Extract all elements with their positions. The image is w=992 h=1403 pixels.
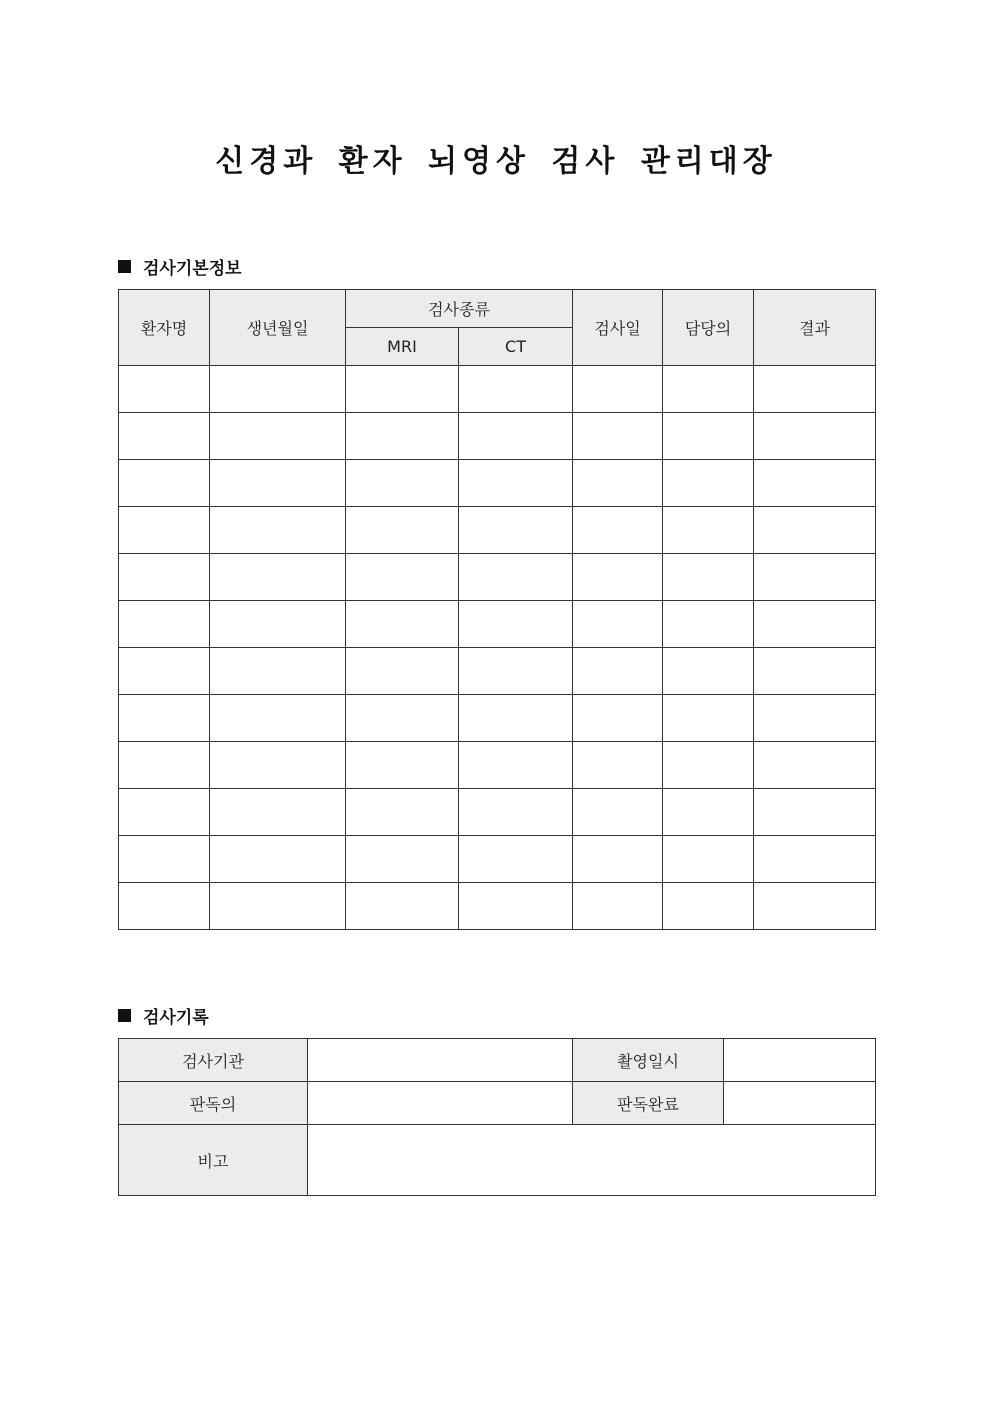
label-read-complete: 판독완료 — [573, 1082, 724, 1125]
cell-result[interactable] — [754, 836, 876, 883]
cell-result[interactable] — [754, 883, 876, 930]
cell-mri[interactable] — [346, 366, 459, 413]
field-institution[interactable] — [308, 1039, 573, 1082]
field-read-complete[interactable] — [724, 1082, 876, 1125]
section-label: 검사기본정보 — [143, 259, 242, 279]
cell-patient-name[interactable] — [119, 883, 210, 930]
cell-exam-date[interactable] — [573, 554, 663, 601]
cell-ct[interactable] — [459, 836, 573, 883]
field-shot-datetime[interactable] — [724, 1039, 876, 1082]
cell-birth-date[interactable] — [210, 507, 346, 554]
header-exam-date: 검사일 — [573, 290, 663, 366]
table-row — [119, 507, 876, 554]
cell-ct[interactable] — [459, 366, 573, 413]
field-note[interactable] — [308, 1125, 876, 1196]
cell-result[interactable] — [754, 742, 876, 789]
cell-birth-date[interactable] — [210, 601, 346, 648]
cell-doctor[interactable] — [663, 460, 754, 507]
label-shot-datetime: 촬영일시 — [573, 1039, 724, 1082]
cell-mri[interactable] — [346, 601, 459, 648]
cell-birth-date[interactable] — [210, 366, 346, 413]
cell-birth-date[interactable] — [210, 883, 346, 930]
exam-basic-info-table — [118, 289, 876, 930]
header-patient-name: 환자명 — [119, 290, 210, 366]
cell-exam-date[interactable] — [573, 648, 663, 695]
header-doctor: 담당의 — [663, 290, 754, 366]
cell-ct[interactable] — [459, 695, 573, 742]
cell-patient-name[interactable] — [119, 695, 210, 742]
header-ct: CT — [459, 328, 573, 366]
cell-result[interactable] — [754, 695, 876, 742]
table-row — [119, 460, 876, 507]
cell-patient-name[interactable] — [119, 460, 210, 507]
cell-birth-date[interactable] — [210, 836, 346, 883]
cell-result[interactable] — [754, 601, 876, 648]
field-reader[interactable] — [308, 1082, 573, 1125]
label-institution: 검사기관 — [119, 1039, 308, 1082]
cell-doctor[interactable] — [663, 413, 754, 460]
cell-doctor[interactable] — [663, 601, 754, 648]
table-row — [119, 695, 876, 742]
cell-exam-date[interactable] — [573, 742, 663, 789]
cell-mri[interactable] — [346, 413, 459, 460]
cell-mri[interactable] — [346, 836, 459, 883]
cell-mri[interactable] — [346, 648, 459, 695]
cell-ct[interactable] — [459, 413, 573, 460]
cell-result[interactable] — [754, 413, 876, 460]
table-row — [119, 836, 876, 883]
cell-doctor[interactable] — [663, 507, 754, 554]
cell-result[interactable] — [754, 460, 876, 507]
table-row — [119, 554, 876, 601]
cell-result[interactable] — [754, 507, 876, 554]
cell-doctor[interactable] — [663, 883, 754, 930]
cell-mri[interactable] — [346, 789, 459, 836]
cell-exam-date[interactable] — [573, 695, 663, 742]
cell-patient-name[interactable] — [119, 648, 210, 695]
label-note: 비고 — [119, 1125, 308, 1196]
cell-ct[interactable] — [459, 554, 573, 601]
cell-result[interactable] — [754, 789, 876, 836]
cell-birth-date[interactable] — [210, 648, 346, 695]
table-row — [119, 742, 876, 789]
cell-ct[interactable] — [459, 601, 573, 648]
section-header-basic-info — [118, 254, 242, 279]
cell-exam-date[interactable] — [573, 883, 663, 930]
cell-ct[interactable] — [459, 789, 573, 836]
table-row — [119, 366, 876, 413]
section-header-exam-record — [118, 1003, 209, 1028]
cell-birth-date[interactable] — [210, 554, 346, 601]
cell-patient-name[interactable] — [119, 789, 210, 836]
cell-patient-name[interactable] — [119, 601, 210, 648]
cell-ct[interactable] — [459, 742, 573, 789]
cell-birth-date[interactable] — [210, 460, 346, 507]
cell-patient-name[interactable] — [119, 507, 210, 554]
cell-mri[interactable] — [346, 883, 459, 930]
cell-doctor[interactable] — [663, 789, 754, 836]
label-reader: 판독의 — [119, 1082, 308, 1125]
cell-doctor[interactable] — [663, 366, 754, 413]
cell-ct[interactable] — [459, 507, 573, 554]
cell-result[interactable] — [754, 648, 876, 695]
cell-mri[interactable] — [346, 742, 459, 789]
cell-birth-date[interactable] — [210, 413, 346, 460]
cell-doctor[interactable] — [663, 648, 754, 695]
cell-doctor[interactable] — [663, 554, 754, 601]
cell-mri[interactable] — [346, 554, 459, 601]
header-exam-type: 검사종류 — [346, 290, 573, 328]
cell-result[interactable] — [754, 554, 876, 601]
header-result: 결과 — [754, 290, 876, 366]
cell-patient-name[interactable] — [119, 836, 210, 883]
cell-doctor[interactable] — [663, 742, 754, 789]
cell-ct[interactable] — [459, 883, 573, 930]
cell-doctor[interactable] — [663, 836, 754, 883]
cell-birth-date[interactable] — [210, 789, 346, 836]
cell-mri[interactable] — [346, 695, 459, 742]
cell-exam-date[interactable] — [573, 413, 663, 460]
cell-exam-date[interactable] — [573, 789, 663, 836]
cell-birth-date[interactable] — [210, 742, 346, 789]
square-bullet-icon — [118, 260, 131, 273]
section-label: 검사기록 — [143, 1008, 209, 1028]
cell-exam-date[interactable] — [573, 460, 663, 507]
table-row — [119, 648, 876, 695]
cell-patient-name[interactable] — [119, 742, 210, 789]
cell-exam-date[interactable] — [573, 507, 663, 554]
cell-exam-date[interactable] — [573, 601, 663, 648]
table-row — [119, 413, 876, 460]
square-bullet-icon — [118, 1009, 131, 1022]
cell-birth-date[interactable] — [210, 695, 346, 742]
cell-exam-date[interactable] — [573, 836, 663, 883]
table-row — [119, 601, 876, 648]
table-row — [119, 883, 876, 930]
table-row — [119, 789, 876, 836]
cell-patient-name[interactable] — [119, 413, 210, 460]
cell-patient-name[interactable] — [119, 554, 210, 601]
header-birth-date: 생년월일 — [210, 290, 346, 366]
cell-exam-date[interactable] — [573, 366, 663, 413]
page-title: 신경과 환자 뇌영상 검사 관리대장 — [215, 144, 777, 179]
cell-result[interactable] — [754, 366, 876, 413]
exam-record-table — [118, 1038, 876, 1196]
cell-mri[interactable] — [346, 507, 459, 554]
cell-ct[interactable] — [459, 648, 573, 695]
cell-mri[interactable] — [346, 460, 459, 507]
cell-doctor[interactable] — [663, 695, 754, 742]
cell-patient-name[interactable] — [119, 366, 210, 413]
cell-ct[interactable] — [459, 460, 573, 507]
header-mri: MRI — [346, 328, 459, 366]
